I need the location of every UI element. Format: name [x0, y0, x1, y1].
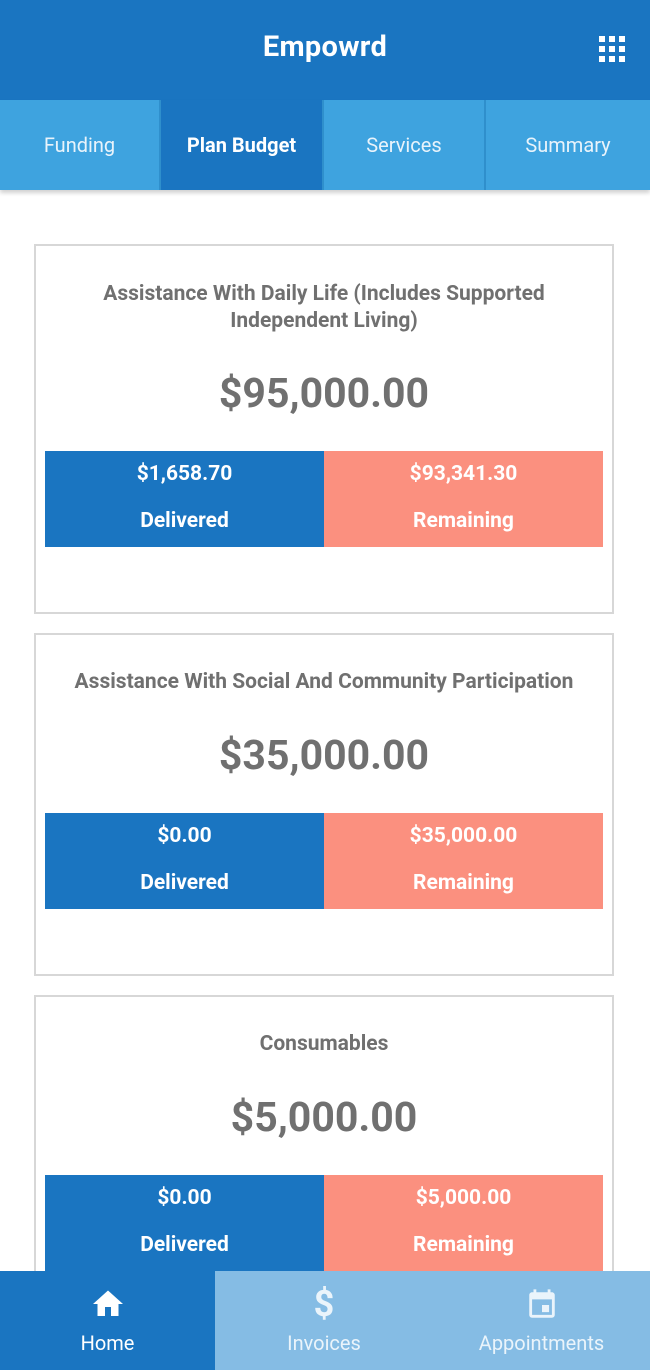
nav-home[interactable]: [0, 1271, 215, 1370]
delivered-segment: [45, 1175, 324, 1271]
tab-funding[interactable]: Funding: [0, 100, 161, 190]
budget-list[interactable]: [0, 190, 650, 1271]
nav-appointments-label: Appointments: [478, 1331, 605, 1355]
delivered-label: Delivered: [140, 871, 229, 895]
budget-card-title: Assistance With Social And Community Participation: [74, 670, 574, 694]
remaining-value: $5,000.00: [415, 1186, 512, 1210]
nav-home-label: Home: [80, 1331, 135, 1355]
remaining-segment: [324, 1175, 603, 1271]
delivered-segment: [45, 451, 324, 547]
remaining-label: Remaining: [413, 871, 514, 895]
budget-total: $35,000.00: [218, 732, 430, 780]
budget-total: $95,000.00: [218, 370, 430, 418]
delivered-label: Delivered: [140, 509, 229, 533]
remaining-label: Remaining: [413, 509, 514, 533]
remaining-value: $35,000.00: [409, 824, 518, 848]
app-header: [0, 0, 650, 100]
tab-bar: [0, 100, 650, 190]
delivered-value: $0.00: [157, 1186, 212, 1210]
delivered-value: $1,658.70: [136, 462, 233, 486]
delivered-label: Delivered: [140, 1233, 229, 1257]
budget-card-title: Consumables: [259, 1032, 389, 1056]
remaining-segment: [324, 813, 603, 909]
delivered-value: $0.00: [157, 824, 212, 848]
remaining-segment: [324, 451, 603, 547]
nav-invoices-label: Invoices: [287, 1331, 361, 1355]
budget-total: $5,000.00: [230, 1094, 418, 1142]
home-icon: [90, 1286, 126, 1322]
bottom-nav: [0, 1271, 650, 1370]
budget-card[interactable]: [34, 995, 614, 1271]
nav-appointments[interactable]: [433, 1271, 650, 1370]
grid-menu-icon[interactable]: [599, 36, 625, 62]
tab-services[interactable]: Services: [324, 100, 486, 190]
remaining-label: Remaining: [413, 1233, 514, 1257]
budget-card[interactable]: [34, 633, 614, 976]
tab-summary[interactable]: Summary: [486, 100, 650, 190]
tab-plan-budget[interactable]: Plan Budget: [161, 100, 324, 190]
delivered-segment: [45, 813, 324, 909]
budget-progress-bar: [45, 813, 603, 909]
nav-invoices[interactable]: [215, 1271, 433, 1370]
app-title: Empowrd: [262, 30, 388, 64]
budget-progress-bar: [45, 451, 603, 547]
dollar-icon: $: [313, 1283, 335, 1325]
budget-card-title: Assistance With Daily Life (Includes Supported Independent Living): [103, 282, 545, 333]
calendar-icon: [525, 1288, 559, 1322]
budget-progress-bar: [45, 1175, 603, 1271]
budget-card[interactable]: [34, 244, 614, 614]
remaining-value: $93,341.30: [409, 462, 518, 486]
